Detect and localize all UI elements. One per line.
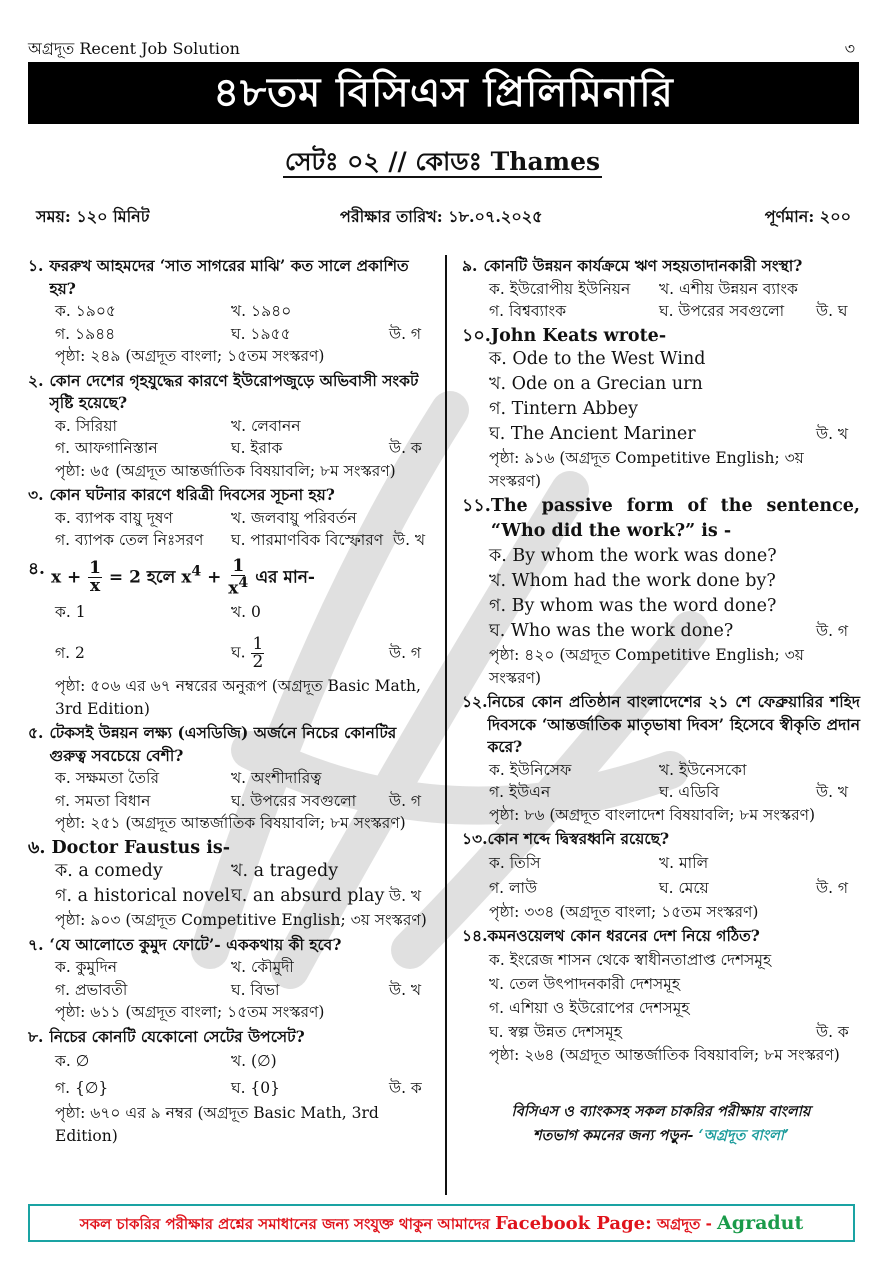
option-c: গ. 2	[55, 643, 85, 662]
running-header-title: অগ্রদূত Recent Job Solution	[28, 39, 240, 58]
question-number: ১১.	[462, 496, 491, 516]
math-expression: x + $\frac{1}{x}$ = 2 হলে $x^4$ + $\frac{1}{x^4}$ এর মান-	[50, 555, 315, 599]
option-d: ঘ. an absurd play	[231, 886, 385, 907]
option-c: গ. ব্যাপক তেল নিঃসরণ	[55, 531, 204, 549]
exam-date: পরীক্ষার তারিখ: ১৮.০৭.২০২৫	[340, 207, 543, 226]
answer: উ. খ	[816, 425, 849, 443]
question-text: এর মান-	[255, 566, 315, 587]
option-b: খ. জলবায়ু পরিবর্তন	[231, 508, 357, 527]
question-number: ১.	[28, 256, 44, 275]
question-text: John Keats wrote-	[490, 325, 667, 346]
question-number: ৯.	[462, 256, 478, 275]
question-number: ৫.	[28, 723, 44, 743]
question-text: নিচের কোনটি যেকোনো সেটের উপসেট?	[49, 1026, 305, 1046]
option-a: ক. Ode to the West Wind	[489, 349, 706, 369]
footer-page-name: অগ্রদূত -	[657, 1215, 712, 1233]
option-c: গ. এশিয়া ও ইউরোপের দেশসমূহ	[489, 998, 690, 1017]
option-a: ক. ইউরোপীয় ইউনিয়ন	[489, 279, 631, 298]
option-b: খ. a tragedy	[231, 861, 339, 882]
question-7	[28, 934, 433, 1024]
option-d: ঘ. The Ancient Mariner	[489, 424, 696, 444]
answer: উ. ক	[389, 1079, 422, 1098]
question-13	[462, 828, 860, 923]
reference: পৃষ্ঠা: ৯০৩ (অগ্রদূত Competitive English; ৩য় সংস্করণ)	[55, 911, 427, 930]
reference: পৃষ্ঠা: ২৫১ (অগ্রদূত আন্তর্জাতিক বিষয়াবলি; ৮ম সংস্করণ)	[55, 814, 406, 833]
reference: পৃষ্ঠা: ৩৩৪ (অগ্রদূত বাংলা; ১৫তম সংস্করণ)	[489, 902, 759, 921]
page-number: ৩	[844, 39, 855, 58]
footer-text: সকল চাকরির পরীক্ষার প্রশ্নের সমাধানের জন্য সংযুক্ত থাকুন আমাদের	[79, 1215, 490, 1233]
question-text: টেকসই উন্নয়ন লক্ষ্য (এসডিজি) অর্জনে নিচের কোনটির গুরুত্ব সবচেয়ে বেশী?	[49, 723, 397, 765]
question-text: কোন ঘটনার কারণে ধরিত্রী দিবসের সূচনা হয়?	[49, 485, 335, 504]
question-number: ৮.	[28, 1026, 44, 1046]
footer-page-name-en: Agradut	[717, 1212, 804, 1234]
question-text: Doctor Faustus is-	[51, 837, 230, 858]
left-column	[28, 255, 433, 1149]
option-d: ঘ. বিভা	[231, 980, 280, 999]
exam-time: সময়: ১২০ মিনিট	[36, 207, 150, 226]
option-a: ক. তিসি	[489, 853, 541, 872]
option-b: খ. তেল উৎপাদনকারী দেশসমূহ	[489, 974, 681, 993]
option-a: ক. By whom the work was done?	[489, 546, 777, 566]
option-b: খ. মালি	[659, 853, 709, 872]
option-d: ঘ.	[231, 643, 246, 662]
option-c: গ. লাউ	[489, 878, 538, 897]
option-a: ক. সিরিয়া	[55, 416, 117, 435]
option-b: খ. ১৯৪০	[231, 302, 292, 320]
answer: উ. খ	[393, 531, 426, 549]
answer: উ. ঘ	[816, 302, 848, 320]
question-text: কমনওয়েলথ কোন ধরনের দেশ নিয়ে গঠিত?	[487, 926, 760, 945]
option-a: ক. ∅	[55, 1052, 90, 1071]
question-11	[462, 494, 860, 689]
option-c: গ. ইউএন	[489, 783, 551, 801]
exam-title-banner: ৪৮তম বিসিএস প্রিলিমিনারি	[28, 62, 859, 124]
question-number: ৬.	[28, 837, 46, 858]
promo-box	[462, 1100, 860, 1148]
set-code	[0, 142, 885, 185]
answer: উ. খ	[816, 783, 849, 801]
reference: পৃষ্ঠা: ৮৬ (অগ্রদূত বাংলাদেশ বিষয়াবলি; ৮ম সংস্করণ)	[489, 805, 816, 824]
option-c: গ. আফগানিস্তান	[55, 439, 158, 457]
promo-brand: ‘অগ্রদূত বাংলা’	[698, 1127, 790, 1144]
answer: উ. ক	[389, 439, 422, 457]
promo-line-1: বিসিএস ও ব্যাংকসহ সকল চাকরির পরীক্ষায় বাংলায়	[511, 1103, 811, 1120]
question-3	[28, 484, 433, 552]
option-b: খ. এশীয় উন্নয়ন ব্যাংক	[659, 279, 798, 298]
reference: পৃষ্ঠা: ৬১১ (অগ্রদূত বাংলা; ১৫তম সংস্করণ)	[55, 1003, 325, 1022]
answer: উ. খ	[389, 887, 422, 906]
option-d: ঘ. মেয়ে	[659, 878, 709, 897]
reference: পৃষ্ঠা: ৬৭০ এর ৯ নম্বর (অগ্রদূত Basic Math, 3rd Edition)	[55, 1104, 379, 1145]
option-b: খ. 0	[231, 603, 261, 622]
promo-line-2: শতভাগ কমনের জন্য পড়ুন-	[532, 1127, 694, 1144]
option-b: খ. কৌমুদী	[231, 958, 294, 977]
question-9	[462, 255, 860, 323]
option-c: গ. a historical novel	[55, 886, 231, 907]
footer-facebook-label: Facebook Page:	[495, 1213, 652, 1234]
option-b: খ. ইউনেসকো	[659, 760, 747, 779]
footer-banner	[28, 1204, 855, 1242]
full-marks: পূর্ণমান: ২০০	[764, 207, 851, 226]
question-text: কোনটি উন্নয়ন কার্যক্রমে ঋণ সহয়তাদানকারী সংস্থা?	[483, 256, 803, 275]
set-code-text: সেটঃ ০২ // কোডঃ Thames	[284, 147, 601, 176]
question-text: The passive form of the sentence, “Who did the work?” is -	[490, 496, 860, 541]
answer: উ. গ	[389, 643, 422, 662]
reference: পৃষ্ঠা: ৯১৬ (অগ্রদূত Competitive English; ৩য় সংস্করণ)	[489, 449, 804, 490]
option-a: ক. ব্যাপক বায়ু দূষণ	[55, 508, 173, 527]
reference: পৃষ্ঠা: ২৪৯ (অগ্রদূত বাংলা; ১৫তম সংস্করণ)	[55, 347, 325, 365]
question-text: কোন শব্দে দ্বিস্বরধ্বনি রয়েছে?	[487, 829, 670, 848]
option-c: গ. Tintern Abbey	[489, 399, 639, 419]
question-number: ১৪.	[462, 926, 488, 945]
question-text: নিচের কোন প্রতিষ্ঠান বাংলাদেশের ২১ শে ফেব্রুয়ারির শহিদ দিবসকে ‘আন্তর্জাতিক মাতৃভাষা দিবস’ হিসেবে স্বীকৃতি প্রদান করে?	[487, 692, 860, 756]
option-b: খ. Whom had the work done by?	[489, 571, 776, 591]
question-text: ফররুখ আহমদের ‘সাত সাগরের মাঝি’ কত সালে প্রকাশিত হয়?	[49, 256, 409, 298]
reference: পৃষ্ঠা: ৫০৬ এর ৬৭ নম্বরের অনুরূপ (অগ্রদূত Basic Math, 3rd Edition)	[55, 677, 421, 718]
question-2	[28, 370, 433, 483]
answer: উ. ক	[816, 1022, 849, 1041]
answer: উ. গ	[816, 878, 849, 897]
right-column	[462, 255, 860, 1068]
question-1	[28, 255, 433, 368]
option-c: গ. বিশ্বব্যাংক	[489, 302, 567, 320]
option-a: ক. কুমুদিন	[55, 958, 117, 977]
question-12	[462, 691, 860, 826]
question-number: ৭.	[28, 934, 44, 954]
option-d: ঘ. ১৯৫৫	[231, 324, 291, 343]
option-b: খ. লেবানন	[231, 416, 301, 435]
question-14	[462, 925, 860, 1066]
option-c: গ. By whom was the word done?	[489, 596, 777, 616]
option-d: ঘ. {0}	[231, 1079, 281, 1098]
question-text: ‘যে আলোতে কুমুদ ফোটে’- এককথায় কী হবে?	[49, 934, 342, 954]
reference: পৃষ্ঠা: ২৬৪ (অগ্রদূত আন্তর্জাতিক বিষয়াবলি; ৮ম সংস্করণ)	[489, 1045, 840, 1064]
option-a: ক. 1	[55, 603, 86, 622]
column-divider	[445, 255, 447, 1195]
answer: উ. গ	[816, 622, 849, 640]
option-d: ঘ. এডিবি	[659, 783, 720, 801]
question-number: ৪.	[28, 558, 45, 579]
option-a: ক. ইংরেজ শাসন থেকে স্বাধীনতাপ্রাপ্ত দেশসমূহ	[489, 950, 772, 969]
option-d: ঘ. স্বল্প উন্নত দেশসমূহ	[489, 1022, 622, 1041]
option-c: গ. ১৯৪৪	[55, 324, 116, 343]
question-number: ৩.	[28, 485, 44, 504]
question-6	[28, 837, 433, 932]
option-d: ঘ. উপরের সবগুলো	[659, 302, 785, 320]
option-b: খ. (∅)	[231, 1052, 277, 1071]
answer: উ. খ	[389, 980, 422, 999]
option-c: গ. প্রভাবতী	[55, 980, 128, 999]
question-number: ১০.	[462, 325, 491, 346]
question-8	[28, 1026, 433, 1148]
option-a: ক. সক্ষমতা তৈরি	[55, 769, 160, 788]
answer: উ. গ	[389, 791, 422, 810]
option-d: ঘ. Who was the work done?	[489, 621, 734, 641]
question-number: ১২.	[462, 692, 488, 711]
option-c: গ. {∅}	[55, 1079, 109, 1098]
question-10	[462, 325, 860, 493]
option-c: গ. সমতা বিধান	[55, 791, 151, 810]
question-5	[28, 722, 433, 835]
option-d: ঘ. উপরের সবগুলো	[231, 791, 357, 810]
question-number: ২.	[28, 370, 44, 390]
option-a: ক. ইউনিসেফ	[489, 760, 572, 779]
option-b: খ. অংশীদারিত্ব	[231, 769, 322, 788]
reference: পৃষ্ঠা: ৪২০ (অগ্রদূত Competitive English; ৩য় সংস্করণ)	[489, 646, 804, 687]
answer: উ. গ	[389, 324, 422, 343]
option-b: খ. Ode on a Grecian urn	[489, 374, 703, 394]
question-4: ৪. x + $\frac{1}{x}$ = 2 হলে $x^4$ + $\frac{1}{x^4}$ এর মান- ক. 1 খ. 0 গ. 2 ঘ. $\frac{1}{2}$ উ. গ পৃষ্ঠা: ৫০৬ এর ৬৭ নম্বরের অনুরূপ (অগ্রদূত Basic Math, 3rd Edition)	[28, 558, 433, 721]
reference: পৃষ্ঠা: ৬৫ (অগ্রদূত আন্তর্জাতিক বিষয়াবলি; ৮ম সংস্করণ)	[55, 461, 396, 480]
option-d: ঘ. পারমাণবিক বিস্ফোরণ	[231, 531, 384, 549]
question-number: ১৩.	[462, 829, 488, 848]
option-a: ক. ১৯০৫	[55, 302, 116, 320]
option-d: ঘ. ইরাক	[231, 439, 283, 457]
option-a: ক. a comedy	[55, 861, 163, 882]
question-text: কোন দেশের গৃহযুদ্ধের কারণে ইউরোপজুড়ে অভিবাসী সংকট সৃষ্টি হয়েছে?	[49, 370, 419, 412]
